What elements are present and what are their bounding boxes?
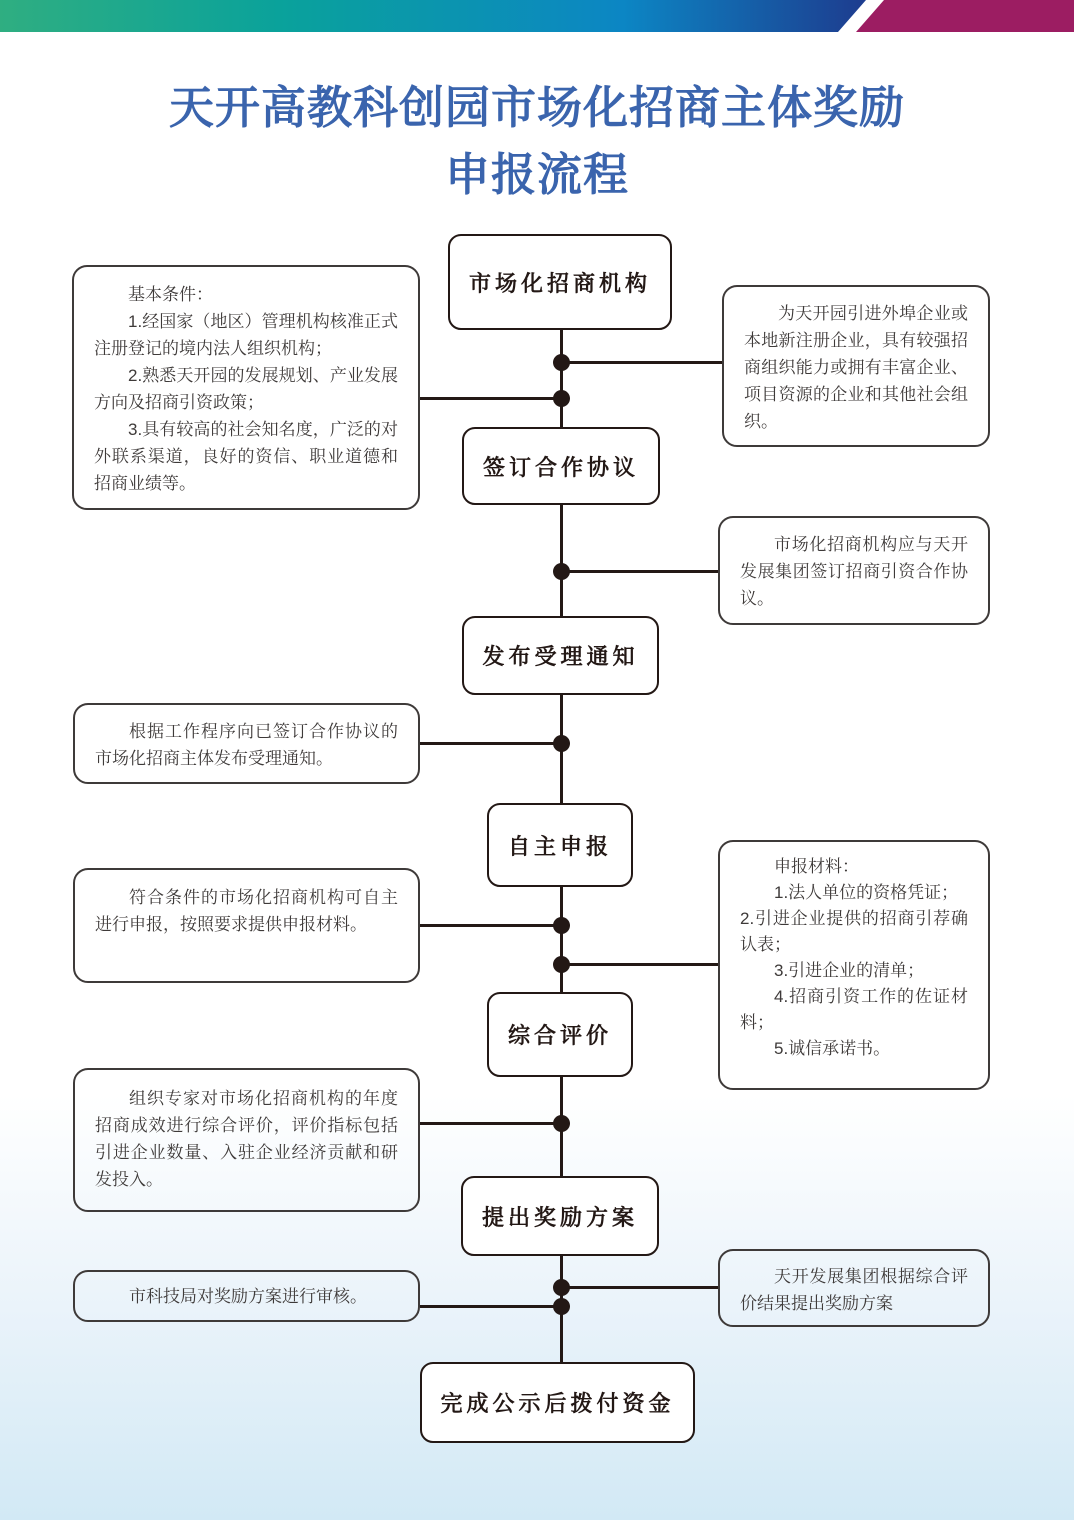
junction-dot	[553, 956, 570, 973]
note-basic-conditions	[72, 265, 420, 510]
note-paragraph: 2.引进企业提供的招商引荐确认表；	[740, 909, 968, 954]
note-paragraph: 申报材料：	[774, 857, 859, 876]
flow-node-sign-agreement-label: 签订合作协议	[482, 454, 639, 480]
connector-to-basic-conditions	[420, 397, 561, 400]
note-paragraph: 市科技局对奖励方案进行审核。	[129, 1287, 367, 1306]
page-title	[0, 74, 1074, 208]
connector-to-materials-note	[561, 963, 718, 966]
note-reward-plan	[718, 1249, 990, 1327]
note-agreement	[718, 516, 990, 625]
connector-to-notice-note	[420, 742, 561, 745]
note-paragraph: 为天开园引进外埠企业或本地新注册企业，具有较强招商组织能力或拥有丰富企业、项目资源的企业和其他社会组织。	[744, 304, 968, 431]
note-review	[73, 1270, 420, 1322]
flow-node-fund-allocation	[420, 1362, 695, 1443]
note-notice	[73, 703, 420, 784]
flow-node-agency	[448, 234, 672, 330]
note-materials	[718, 840, 990, 1090]
note-paragraph: 4.招商引资工作的佐证材料；	[740, 987, 968, 1032]
note-paragraph: 1.经国家（地区）管理机构核准正式注册登记的境内法人组织机构；	[94, 312, 398, 358]
note-paragraph: 1.法人单位的资格凭证；	[774, 883, 959, 902]
connector-to-plan-note	[561, 1286, 718, 1289]
connector-to-agency-scope	[561, 361, 722, 364]
flow-node-acceptance-notice	[462, 616, 659, 695]
flow-node-acceptance-notice-label: 发布受理通知	[482, 644, 639, 669]
note-paragraph: 天开发展集团根据综合评价结果提出奖励方案	[740, 1267, 968, 1313]
note-paragraph: 3.具有较高的社会知名度，广泛的对外联系渠道，良好的资信、职业道德和招商业绩等。	[94, 420, 398, 493]
junction-dot	[553, 563, 570, 580]
note-paragraph: 基本条件：	[128, 285, 213, 304]
note-declaration	[73, 868, 420, 983]
flow-node-sign-agreement	[462, 427, 660, 505]
note-agency-scope	[722, 285, 990, 447]
page-title-line2: 申报流程	[444, 149, 629, 200]
junction-dot	[553, 1115, 570, 1132]
page-title-line1: 天开高教科创园市场化招商主体奖励	[168, 82, 905, 133]
junction-dot	[553, 390, 570, 407]
flow-node-reward-plan	[461, 1176, 659, 1256]
junction-dot	[553, 1298, 570, 1315]
note-paragraph: 符合条件的市场化招商机构可自主进行申报，按照要求提供申报材料。	[95, 888, 398, 934]
note-paragraph: 3.引进企业的清单；	[774, 961, 925, 980]
connector-to-declaration-note	[420, 924, 561, 927]
top-banner	[0, 0, 1074, 32]
note-paragraph: 5.诚信承诺书。	[774, 1039, 891, 1058]
flow-node-evaluation-label: 综合评价	[507, 1023, 612, 1048]
junction-dot	[553, 917, 570, 934]
junction-dot	[553, 354, 570, 371]
note-paragraph: 组织专家对市场化招商机构的年度招商成效进行综合评价，评价指标包括引进企业数量、入驻企业经济贡献和研发投入。	[95, 1089, 398, 1189]
connector-to-evaluation-note	[420, 1122, 561, 1125]
connector-to-review-note	[420, 1305, 561, 1308]
note-evaluation	[73, 1068, 420, 1212]
junction-dot	[553, 1279, 570, 1296]
flow-node-evaluation	[487, 992, 633, 1077]
flow-node-agency-label: 市场化招商机构	[468, 270, 651, 296]
junction-dot	[553, 735, 570, 752]
flow-node-self-declaration	[487, 803, 633, 887]
connector-to-agreement-note	[561, 570, 718, 573]
flow-node-self-declaration-label: 自主申报	[507, 833, 612, 859]
note-paragraph: 市场化招商机构应与天开发展集团签订招商引资合作协议。	[740, 535, 968, 608]
flow-node-fund-allocation-label: 完成公示后拨付资金	[440, 1391, 675, 1416]
note-paragraph: 2.熟悉天开园的发展规划、产业发展方向及招商引资政策；	[94, 366, 398, 412]
note-paragraph: 根据工作程序向已签订合作协议的市场化招商主体发布受理通知。	[95, 722, 398, 768]
flow-node-reward-plan-label: 提出奖励方案	[481, 1204, 638, 1230]
